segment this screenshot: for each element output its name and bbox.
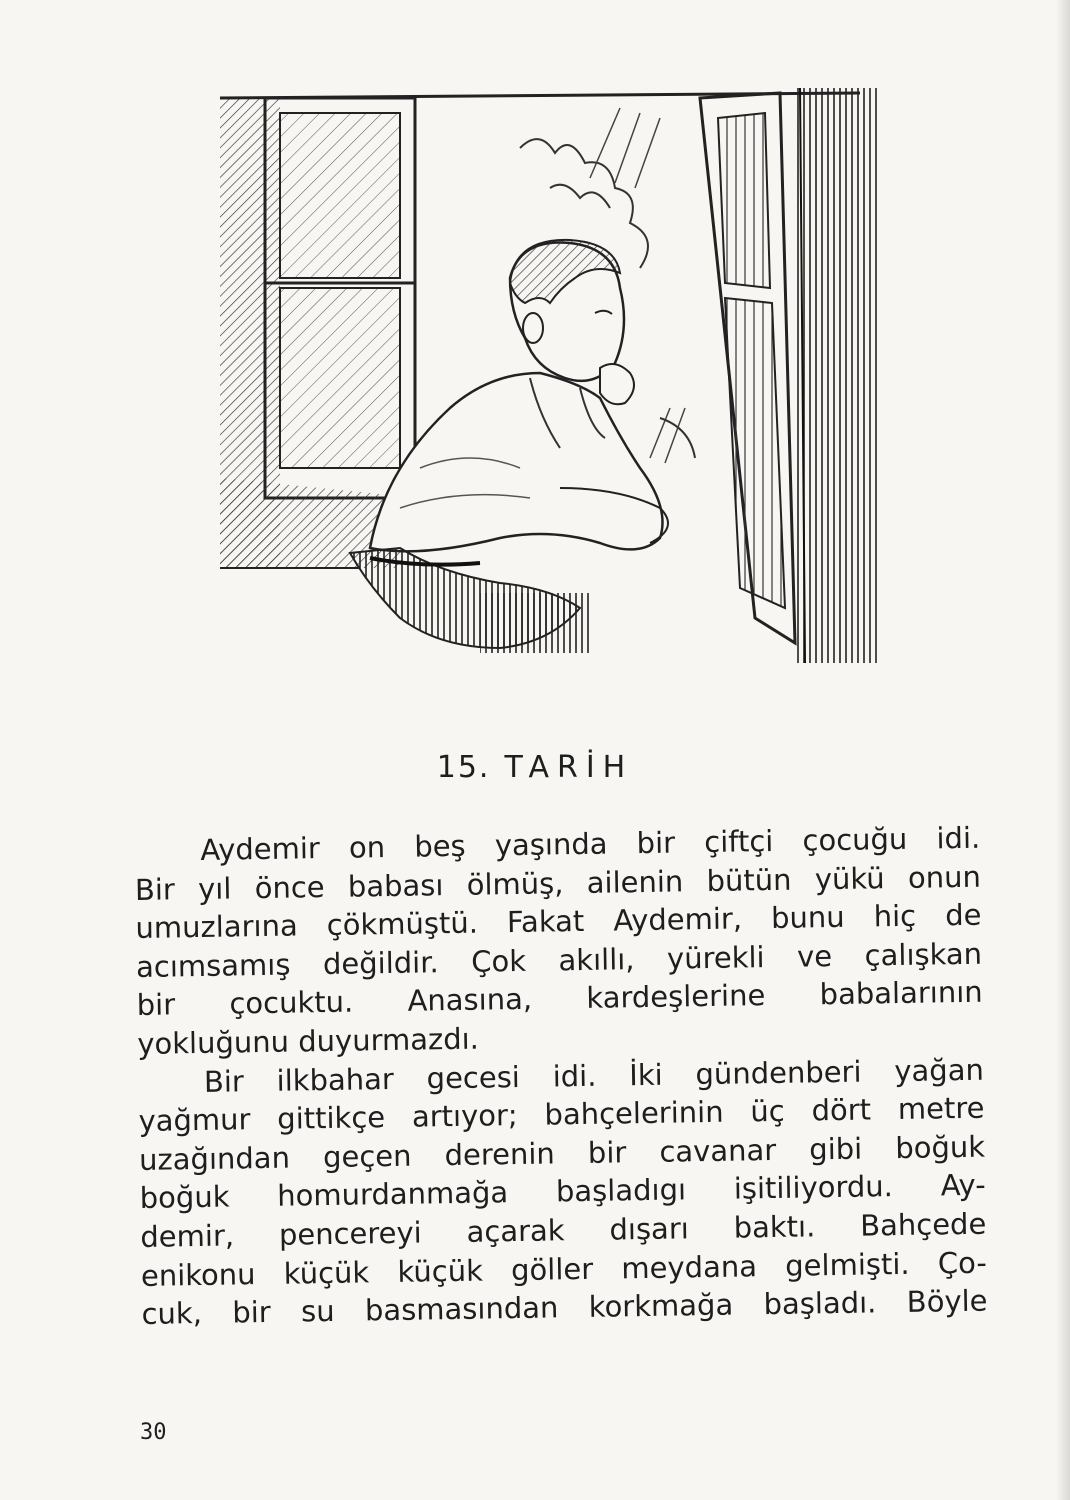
boy-at-window-illustration	[220, 88, 885, 673]
chapter-name: TARİH	[504, 750, 634, 785]
text-line: boğuk homurdanmağa başladıgı işitiliyordu. Ay-	[139, 1168, 986, 1216]
text-line: Bir yıl önce babası ölmüş, ailenin bütün yükü onun	[134, 859, 982, 907]
text-line: Aydemir on beş yaşında bir çiftçi çocuğu idi.	[200, 820, 981, 867]
body-text	[134, 819, 988, 1334]
text-line: Bir ilkbahar gecesi idi. İki gündenberi yağan	[203, 1052, 985, 1099]
chapter-title	[0, 750, 1070, 785]
text-line: yokluğunu duyurmazdı.	[137, 1021, 480, 1061]
chapter-number: 15.	[436, 750, 491, 785]
text-line: uzağından geçen derenin bir cavanar gibi boğuk	[138, 1129, 986, 1177]
text-line: acımsamış değildir. Çok akıllı, yürekli ve çalışkan	[135, 936, 983, 984]
text-line: umuzlarına çökmüştü. Fakat Aydemir, bunu hiç de	[135, 897, 982, 946]
text-line: cuk, bir su basmasından korkmağa başladı. Böyle	[141, 1283, 988, 1332]
text-line: demir, pencereyi açarak dışarı baktı. Bahçede	[140, 1206, 987, 1254]
page-number: 30	[140, 1420, 167, 1445]
text-line: bir çocuktu. Anasına, kardeşlerine babalarının	[136, 975, 983, 1023]
text-line: enikonu küçük küçük göller meydana gelmişti. Ço-	[140, 1245, 988, 1293]
text-line: yağmur gittikçe artıyor; bahçelerinin üç dört metre	[138, 1090, 985, 1139]
